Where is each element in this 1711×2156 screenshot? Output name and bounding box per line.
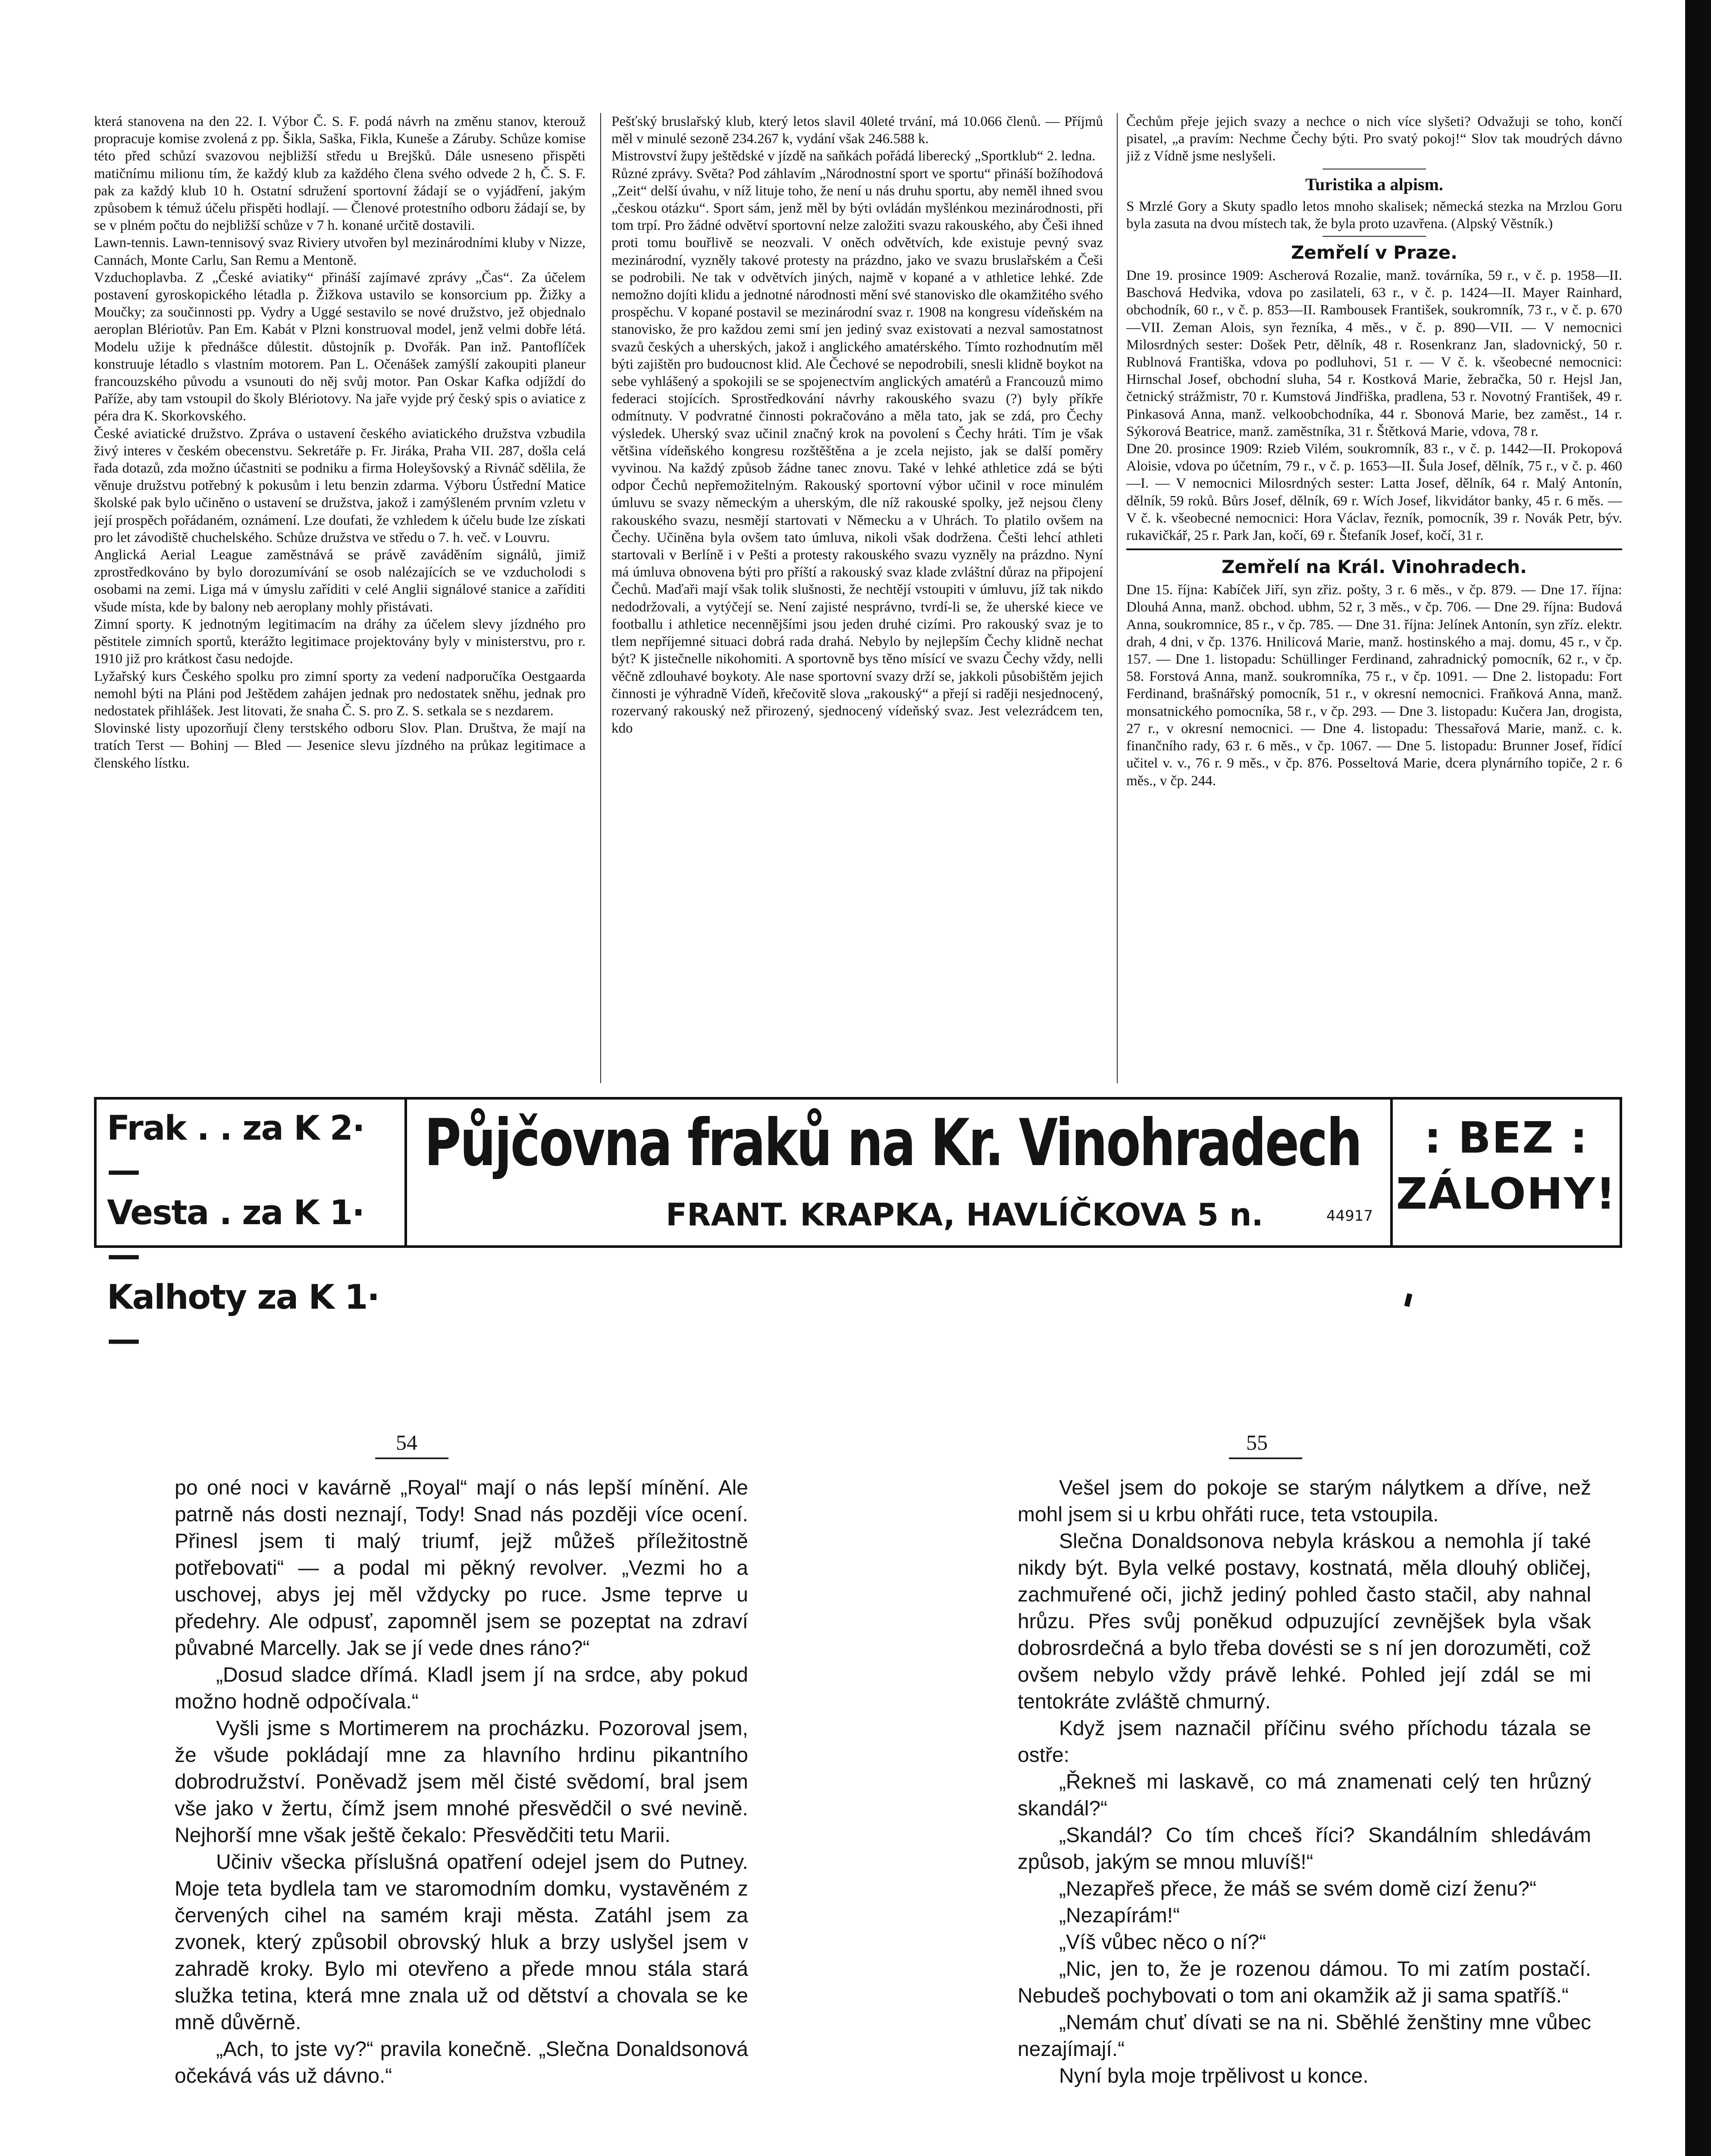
ad-right-line: : BEZ : [1424, 1112, 1589, 1163]
ad-price-line: Vesta . za K 1·— [107, 1194, 364, 1275]
book-paragraph: „Nic, jen to, že je rozenou dámou. To mi zatím postačí. Nebudeš pochybovati o tom ani okamžik až ji sama spatříš.“ [1018, 1958, 1591, 2007]
book-paragraph: Vyšli jsme s Mortimerem na procházku. Pozoroval jsem, že všude pokládají mne za hlavního hrdinu pikantního dobrodružství. Poněvadž jsem měl čisté svědomí, bral jsem vše jako v žertu, čímž jsem mnohé přesvědčil o své nevině. Nejhorší mne však ještě čekalo: Přesvědčiti tetu Marii. [175, 1717, 748, 1847]
page-number-left: 54 [396, 1430, 417, 1454]
news-paragraph: Lawn-tennis. Lawn-tennisový svaz Riviery utvořen byl mezinárodními kluby v Nizze, Cannách, Monte Carlu, San Remu a Mentoně. [94, 235, 586, 268]
book-paragraph: „Nezapírám!“ [1059, 1904, 1180, 1927]
page-number-right: 55 [1246, 1430, 1268, 1454]
book-paragraph: po oné noci v kavárně „Royal“ mají o nás lepší mínění. Ale patrně nás dosti neznají, Tody! Snad nás později více ocení. Přinesl jsem ti malý triumf, jejž můžeš příležitostně potřebovati“ — a podal mi pěkný revolver. „Vezmi ho a uschovej, abys jej měl vždycky po ruce. Jsme teprve u předehry. Ale odpusť, zapomněl jsem se pozeptat na zdraví půvabné Marcelly. Jak se jí vede dnes ráno?“ [175, 1476, 748, 1660]
book-paragraph: „Řekneš mi laskavě, co má znamenati celý ten hrůzný skandál?“ [1018, 1771, 1591, 1820]
ad-price-line: Frak . . za K 2·— [107, 1109, 364, 1190]
ad-subtitle: FRANT. KRAPKA, HAVLÍČKOVA 5 n. [666, 1197, 1263, 1233]
book-page-right [1018, 1475, 1591, 2156]
book-page-left [175, 1475, 748, 2156]
book-paragraph: Když jsem naznačil příčinu svého příchodu tázala se ostře: [1018, 1717, 1591, 1767]
page-number-rule [1229, 1457, 1302, 1459]
book-paragraph: „Nezapřeš přece, že máš se svém domě cizí ženu?“ [1059, 1877, 1537, 1900]
ad-no-deposit [1390, 1100, 1620, 1245]
news-paragraph: Lyžařský kurs Českého spolku pro zimní sporty za vedení nadporučíka Oestgaarda nemohl býti na Pláni pod Ještědem zahájen jednak pro nedostatek sněhu, jednak pro nedostatek přihlášek. Jest litovati, že snaha Č. S. pro Z. S. setkala se s nezdarem. [94, 668, 586, 719]
ad-number: 44917 [1326, 1207, 1373, 1225]
news-paragraph: Zimní sporty. K jednotným legitimacím na dráhy za účelem slevy jízdného pro pěstitele zimních sportů, kterážto legitimace projektovány byly v ministerstvu, pro r. 1910 již pro krátkost času nedojde. [94, 616, 586, 667]
ad-title: Půjčovna fraků na Kr. Vinohradech [424, 1106, 1361, 1181]
news-paragraph: která stanovena na den 22. I. Výbor Č. S. F. podá návrh na změnu stanov, kterouž propracuje komise zvolená z pp. Šikla, Saška, Fikla, Kuneše a Záruby. Schůze komise této před schůzí svazovou nejbližší středu u Brejšků. Dále usneseno přispěti matičnímu milionu tím, že každý klub za každého člena svého odvede 2 h, Č. S. F. pak za každý klub 10 h. Ostatní sdružení sportovní žádají se o vyjádření, jakým způsobem k témuž účelu přispěti hodlají. — Členové protestního odboru žádají se, by se v plném počtu do nejbližší schůze v 7 h. konané určitě dostavili. [94, 114, 586, 234]
news-paragraph: Čechům přeje jejich svazy a nechce o nich více slyšeti? Odvažuji se toho, končí pisatel, „a pravím: Nechme Čechy býti. Pro svatý pokoj!“ Slov tak moudrých dávno již z Vídně jsme neslyšeli. [1126, 114, 1622, 164]
book-paragraph: Nyní byla moje trpělivost u konce. [1059, 2065, 1369, 2087]
news-paragraph: Mistrovství župy ještědské v jízdě na saňkách pořádá liberecký „Sportklub“ 2. ledna. [611, 148, 1096, 164]
page-number-rule [375, 1457, 448, 1459]
news-paragraph: Dne 20. prosince 1909: Rzieb Vilém, soukromník, 83 r., v č. p. 1442—II. Prokopová Aloisie, vdova po účetním, 79 r., v č. p. 1653—II. Šula Josef, dělník, 75 r., v č. p. 460—I. — V nemocnici Milosrdných sester: Latta Josef, dělník, 64 r. Malý Antonín, dělník, 59 roků. Bůrs Josef, dělník, 69 r. Wích Josef, likvidátor banky, 45 r. 6 měs. — V č. k. všeobecné nemocnici: Hora Václav, řezník, pomocník, 39 r. Novák Petr, býv. rukavičkář, 25 r. Park Jan, kočí, 69 r. Štefaník Josef, kočí, 31 r. [1126, 441, 1622, 544]
book-paragraph: „Nemám chuť dívati se na ni. Sběhlé ženštiny mne vůbec nezajímají.“ [1018, 2011, 1591, 2061]
section-rule [1126, 548, 1622, 550]
book-paragraph: „Ach, to jste vy?“ pravila konečně. „Slečna Donaldsonová očekává vás už dávno.“ [175, 2038, 748, 2087]
ad-price-list [97, 1100, 407, 1359]
news-paragraph: Dne 15. října: Kabíček Jiří, syn zřiz. pošty, 3 r. 6 měs., v čp. 879. — Dne 17. října: Dlouhá Anna, manž. obchod. ubhm, 52 r, 3 měs., v čp. 706. — Dne 29. října: Budová Anna, soukromnice, 85 r., v čp. 785. — Dne 31. října: Jelínek Antonín, syn zříz. elektr. drah, 4 dni, v čp. 1376. Hnilicová Marie, manž. hostinského a maj. domu, 45 r., v čp. 157. — Dne 1. listopadu: Schüllinger Ferdinand, zahradnický pomocník, 62 r., v čp. 58. Forstová Anna, manž. soukromníka, 75 r., v čp. 1091. — Dne 2. listopadu: Fort Ferdinand, brašnářský pomocník, 51 r., v okresní nemocnici. Fraňková Anna, manž. monsatnického pomocníka, 58 r., v čp. 293. — Dne 3. listopadu: Kučera Jan, drogista, 27 r., v okresní nemocnici. — Dne 4. listopadu: Thessařová Marie, manž. c. k. finančního rady, 63 r. 6 měs., v čp. 1067. — Dne 5. listopadu: Brunner Josef, řídící učitel v. v., 76 r. 9 měs., v čp. 876. Posseltová Marie, dcera plynárního topiče, 2 r. 6 měs., v čp. 244. [1126, 582, 1622, 789]
news-paragraph: Pešťský bruslařský klub, který letos slavil 40leté trvání, má 10.066 členů. — Příjmů měl v minulé sezoně 234.267 k, vydání však 246.588 k. [611, 114, 1103, 147]
section-heading: Turistika a alpism. [1305, 174, 1443, 194]
book-paragraph: Vešel jsem do pokoje se starým nálytkem a dříve, než mohl jsem si u krbu ohřáti ruce, teta vstoupila. [1018, 1476, 1591, 1526]
section-heading: Zemřelí v Praze. [1291, 242, 1458, 263]
news-column-1 [94, 113, 586, 1087]
news-paragraph: Slovinské listy upozorňují členy terstského odboru Slov. Plan. Društva, že mají na tratích Terst — Bohinj — Bled — Jesenice slevu jízdného na průkaz legitimace a členského lístku. [94, 721, 586, 771]
section-heading: Zemřelí na Král. Vinohradech. [1222, 556, 1527, 578]
news-column-2 [611, 113, 1103, 1087]
book-paragraph: „Dosud sladce dřímá. Kladl jsem jí na srdce, aby pokud možno hodně odpočívala.“ [175, 1664, 748, 1713]
column-divider [1117, 113, 1118, 1083]
ad-price-line: Kalhoty za K 1·— [107, 1278, 379, 1359]
column-divider [600, 113, 601, 1083]
book-paragraph: „Skandál? Co tím chceš říci? Skandálním shledávám způsob, jakým se mnou mluvíš!“ [1018, 1824, 1591, 1874]
news-paragraph: S Mrzlé Gory a Skuty spadlo letos mnoho skalisek; německá stezka na Mrzlou Goru byla zasuta na dvou místech tak, že byla proto uzavřena. (Alpský Věstník.) [1126, 198, 1622, 232]
news-paragraph: Různé zprávy. Světa? Pod záhlavím „Národnostní sport ve sportu“ přináší božíhodová „Zeit“ delší úvahu, v níž lituje toho, že není u nás druhu sportu, aby neměl ihned svou „českou otázku“. Sport sám, jenž měl by býti ovládán myšlénkou mezinárodnosti, při tom trpí. Pro žádné odvětví sportovní nelze založiti svazu rakouského, aby Češi ihned proti tomu bouřlivě se neozvali. V oněch odvětvích, kde existuje pevný svaz mezinárodní, vyzněly takové protesty na prázdno, jako ve svazu bruslařském a Češi se podrobili. Ne tak v odvětvích jiných, najmě v kopané a v athletice lehké. Zde nemožno dojíti klidu a jednotné národnosti mění své stanovisko dle okamžitého svého prospěchu. V kopané postavil se mezinárodní svaz r. 1908 na kongresu vídeňském na stanovisko, že pro každou zemi smí jen jediný svaz existovati a nezval samostatnost svazů českých a uherských, jakož i anglického amatérského. Tímto rozhodnutím měl býti zajištěn pro budoucnost klid. Ale Čechové se nepodrobili, snesli klidně boykot na sebe vyhlášený a spokojili se se spojenectvím anglických amatérů a Francouzů mimo federaci stojících. Sprostředkování návrhy rakouského svazu (?) byly příkře odmítnuty. V podvratné činnosti pokračováno a měla tato, jak se zdá, pro Čechy výsledek. Uherský svaz učinil značný krok na povolení s Čechy hráti. Tím je však většina vídeňského kongresu rozštěštěna a je zcela nejisto, jak se další poměry vyvinou. Na každý způsob žádne tanec znovu. Také v lehké athletice zdá se býti odpor Čechů nepřemožitelným. Rakouský sportovní výbor učinil v roce minulém úmluvu se svazy německým a uherským, dle níž rakouské spolky, jež nejsou členy rakouského svazu, nesmějí startovati v Německu a v Uhrách. To platilo ovšem na Čechy. Učiněna byla ovšem tato úmluva, nikoli však dodržena. Češti lehcí athleti startovali v Berlíně i v Pešti a protesty rakouského svazu vyzněly na prázdno. Nyní má úmluva obnovena býti pro příští a rakouský svaz klade zvláštní důraz na připojení Čechů. Maďaři mají však tolik slušnosti, že nechtějí vstoupiti v úmluvu, jíž tak nikdo nedodržovali, a vytýčejí se. Není zajisté nesprávno, tvrdí-li se, že uherské kiece ve footballu i athletice necennějšími jsou jeden druhé cizími. Pro rakouský svaz je to tlem nepříjemné situaci dobrá rada drahá. Nebylo by nejlepším Čechy klidně nechat být? K jistečnelle nikohomiti. A sportovně bys těno mísící ve svazu Čechy vždy, nelli věčně zdlouhavé boykoty. Ale nase sportovní svazy drží se, jakkoli působištěm jejich činnosti je výhradně Vídeň, křečovitě slova „rakouský“ a přejí si raději nesjednocený, rozervaný rakouský než přirozený, sjednocený vídeňský svaz. Jest velezrádcem ten, kdo [611, 166, 1103, 736]
news-paragraph: Anglická Aerial League zaměstnává se právě zaváděním signálů, jimiž zprostředkováno by bylo dorozumívání se osob nalézajících se ve vzducholodi s osobami na zemi. Liga má v úmyslu zaříditi v celé Anglii signálové stanice a zaříditi všude místa, kde by balony neb aeroplany mohly přistávati. [94, 547, 586, 615]
book-paragraph: Slečna Donaldsonova nebyla kráskou a nemohla jí také nikdy být. Byla velké postavy, kostnatá, měla dlouhý obličej, zachmuřené oči, jichž jediný pohled často stačil, aby nahnal hrůzu. Přes svůj poněkud odpuzující zevnějšek byla však dobrosrdečná a bylo třeba dovésti se s ní jen dorozuměti, což ovšem nebylo vždy právě lehké. Pohled její zdál se mi tentokráte zvláště chmurný. [1018, 1530, 1591, 1713]
book-paragraph: Učiniv všecka příslušná opatření odejel jsem do Putney. Moje teta bydlela tam ve staromodním domku, vystavěném z červených cihel na samém kraji města. Zatáhl jsem za zvonek, který způsobil obrovský hluk a brzy uslyšel jsem v zahradě kroky. Bylo mi otevřeno a přede mnou stála stará služka tetina, která mne znala už od dětství a chovala se ke mně důvěrně. [175, 1851, 748, 2034]
ad-main [407, 1100, 1390, 1245]
news-paragraph: Vzduchoplavba. Z „České aviatiky“ přináší zajímavé zprávy „Čas“. Za účelem postavení gyroskopického létadla p. Žižkova ustavilo se konsorcium pp. Žižky a Moučky; za součinnosti pp. Vydry a Uggé sestavilo se nové družstvo, jež objednalo aeroplan Blériotův. Pan Em. Kabát v Plzni konstruoval model, jenž velmi dobře létá. Modelu užije k přednášce důlestit. důstojník p. Dvořák. Pan inž. Pantoflíček konstruuje létadlo s vlastním motorem. Pan L. Očenášek zamýšlí zakoupiti planeur francouzského původu a vsunouti do něj svůj motor. Pan Oskar Kafka odjíždí do Paříže, aby tam vstoupil do školy Blériotovy. Na jaře vyjde prý český spis o aviatice z péra dra K. Skorkovského. [94, 270, 586, 424]
book-paragraph: „Víš vůbec něco o ní?“ [1059, 1931, 1266, 1954]
section-rule [1322, 236, 1426, 237]
news-column-3 [1126, 113, 1622, 1087]
news-paragraph: České aviatické družstvo. Zpráva o ustavení českého aviatického družstva vzbudila živý interes v českém obecenstvu. Sekretáře p. Fr. Jiráka, Praha VII. 287, došla celá řada dotazů, zda možno účastniti se podniku a firma Holeyšovský a Rivnáč sdělila, že věnuje družstvu potřebný k pokusům i letu benzin zdarma. Výboru Ústřední Matice školské pak bylo učiněno o ustavení se družstva, jakož i zamýšleném prvním vzletu v její prospěch pořádaném, oznámení. Lze doufati, že vzhledem k účelu bude lze získati pro let závodiště chuchelského. Schůze družstva ve středu o 7. h. več. v Louvru. [94, 426, 586, 545]
news-paragraph: Dne 19. prosince 1909: Ascherová Rozalie, manž. továrníka, 59 r., v č. p. 1958—II. Baschová Hedvika, vdova po zasilateli, 63 r., v č. p. 1424—II. Mayer Rainhard, obchodník, 60 r., v č. p. 853—II. Rambousek František, soukromník, 73 r., v č. p. 670—VII. Zeman Alois, syn řezníka, 4 měs., v č. p. 890—VII. — V nemocnici Milosrdných sester: Došek Petr, dělník, 48 r. Rosenkranz Jan, sladovnický, 50 r. Rublnová Františka, vdova po podluhovi, 51 r. — V č. k. všeobecné nemocnici: Hirnschal Josef, obchodní sluha, 54 r. Kostková Marie, žebračka, 50 r. Hejsl Jan, četnický strážmistr, 70 r. Kumstová Jindřiška, pradlena, 53 r. Novotný František, 49 r. Pinkasová Anna, manž. velkoobchodníka, 44 r. Sbonová Marie, bez zaměst., 14 r. Sýkorová Beatrice, manž. zaměstníka, 31 r. Štětková Marie, vdova, 78 r. [1126, 268, 1622, 439]
ink-mark [1404, 1293, 1413, 1307]
ad-right-line: ZÁLOHY! [1396, 1169, 1617, 1219]
scan-border-right [1685, 0, 1711, 2156]
advertisement [94, 1097, 1622, 1359]
